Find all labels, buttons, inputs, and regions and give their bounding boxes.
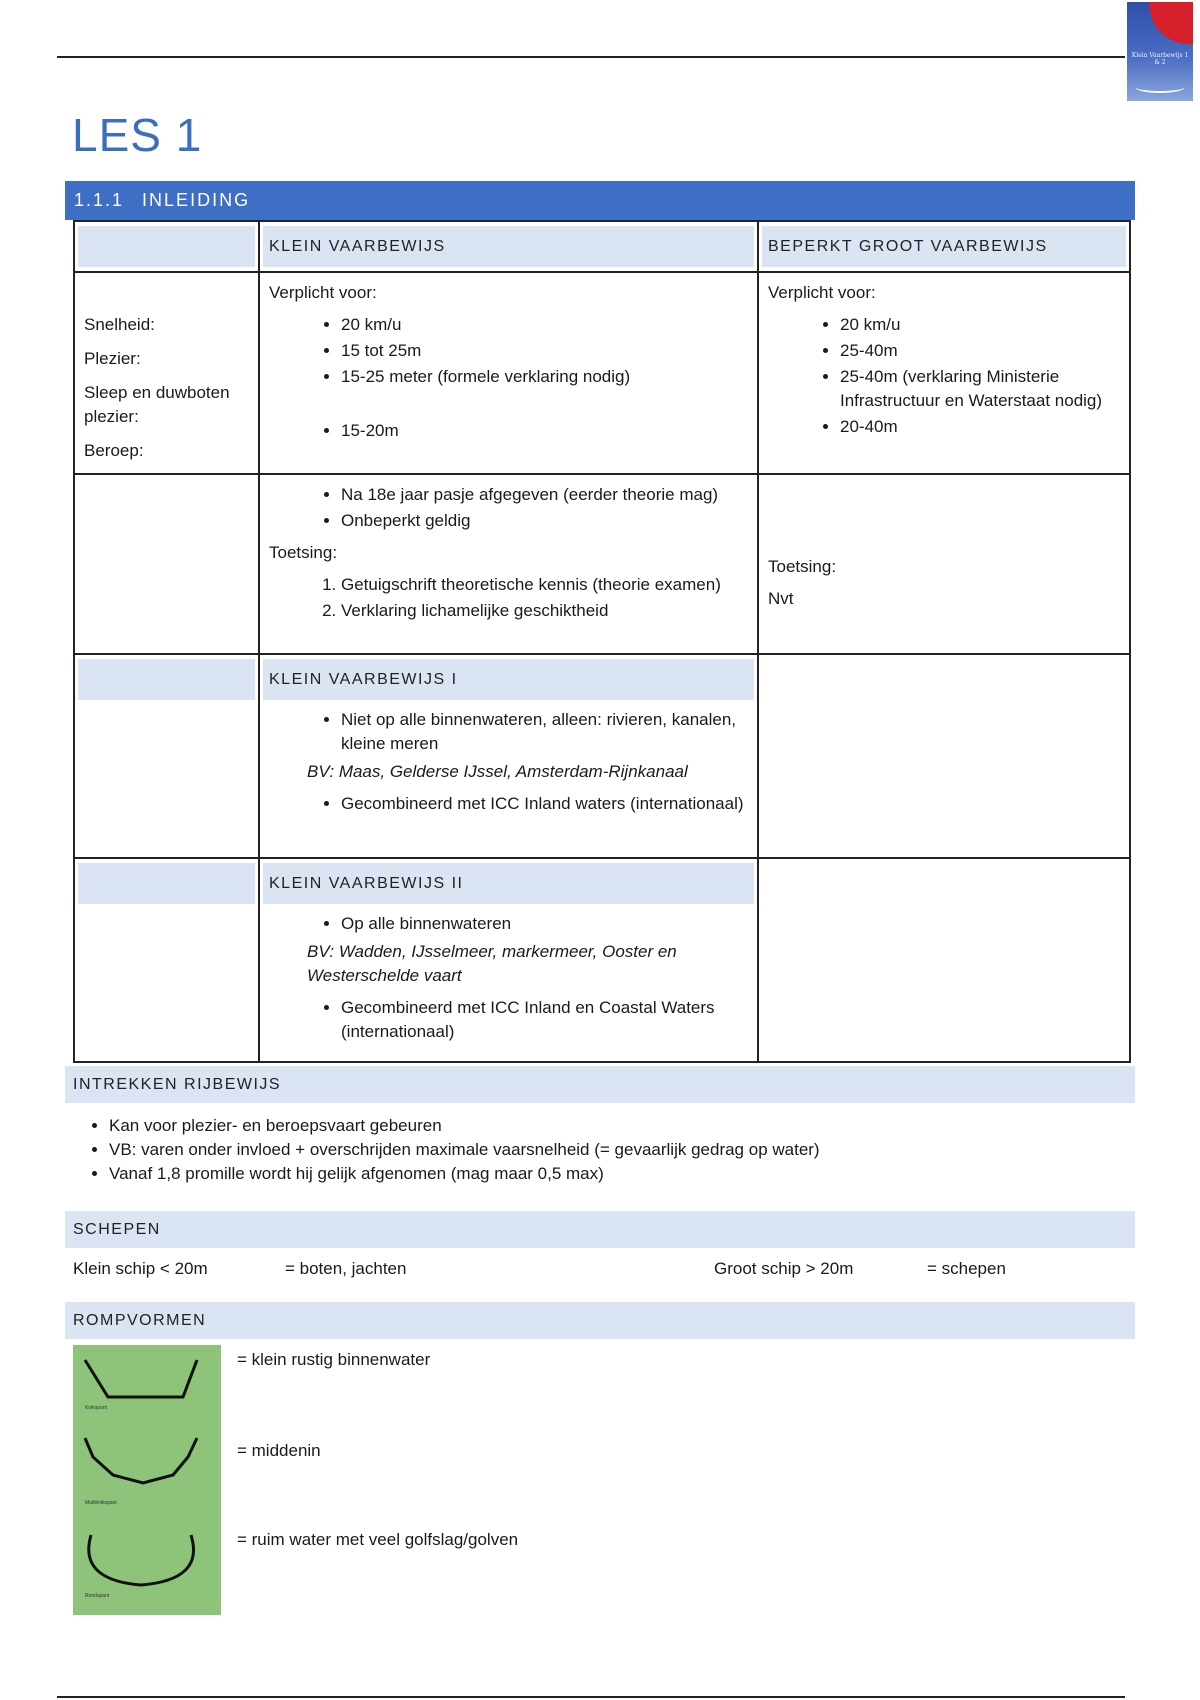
list-item: • 25-40m [840,339,1119,363]
row-label: Plezier: [84,349,141,368]
list-item: 1. Getuigschrift theoretische kennis (theorie examen) [341,573,747,597]
table-row [74,272,1130,474]
row-label: Beroep: [84,441,144,460]
groot-schip-label: Groot schip > 20m [714,1259,854,1278]
table-row [74,858,1130,1062]
table-header-row [74,221,1130,272]
hull-shapes-image [73,1345,221,1615]
list-item: • VB: varen onder invloed + overschrijden maximale vaarsnelheid (= gevaarlijk gedrag op water) [109,1138,820,1162]
klein-intro: Verplicht voor: [269,283,377,302]
flag-icon [1149,2,1193,44]
header-groot: BEPERKT GROOT VAARBEWIJS [762,226,1126,267]
multiknikspant-hull-icon [85,1438,197,1483]
schepen-heading: SCHEPEN [65,1211,1135,1248]
klein-requirements-cell [259,272,758,474]
hull-caption: Multiknikspant [85,1500,117,1506]
header-blank-cell [74,221,259,272]
kv1-label-cell [74,654,259,858]
groot-requirements-cell [758,272,1130,474]
section-heading [65,181,1135,220]
toetsing-value: Nvt [768,589,794,608]
kv2-cell [259,858,758,1062]
row-labels-cell [74,272,259,474]
list-item: • 25-40m (verklaring Ministerie Infrastructuur en Waterstaat nodig) [840,365,1119,413]
header-groot-cell [758,221,1130,272]
list-item: • 15 tot 25m [341,339,747,363]
intrekken-list [73,1114,820,1186]
klein-schip-label: Klein schip < 20m [73,1259,208,1278]
section-title: INLEIDING [142,190,251,210]
logo-text: Klein Vaarbewijs 1 & 2 [1131,52,1189,66]
klein-toetsing-cell [259,474,758,654]
hull-caption: Rondspant [85,1593,110,1599]
kv2-label-cell [74,858,259,1062]
list-item: • 15-25 meter (formele verklaring nodig) [341,365,747,389]
groot-intro: Verplicht voor: [768,283,876,302]
comparison-table [73,220,1131,1063]
groot-schip-value: = schepen [927,1259,1006,1278]
table-row [74,474,1130,654]
list-item: • Op alle binnenwateren [341,912,747,936]
kv2-header: KLEIN VAARBEWIJS II [263,863,754,904]
groot-toetsing-cell [758,474,1130,654]
list-item: • Onbeperkt geldig [341,509,747,533]
list-item: • Na 18e jaar pasje afgegeven (eerder theorie mag) [341,483,747,507]
list-item: • Kan voor plezier- en beroepsvaart gebeuren [109,1114,820,1138]
kv1-cell [259,654,758,858]
header-rule [57,56,1125,58]
kv1-example: BV: Maas, Gelderse IJssel, Amsterdam-Rijnkanaal [307,762,688,781]
section-number: 1.1.1 [74,190,125,210]
rompvormen-heading: ROMPVORMEN [65,1302,1135,1339]
klein-schip-value: = boten, jachten [285,1259,407,1278]
footer-rule [57,1696,1125,1698]
header-klein: KLEIN VAARBEWIJS [263,226,754,267]
empty-cell [758,858,1130,1062]
page-title: LES 1 [72,109,203,161]
row-label: Snelheid: [84,315,155,334]
header-klein-cell [259,221,758,272]
list-item: • Gecombineerd met ICC Inland waters (internationaal) [341,792,747,816]
logo [1127,2,1193,101]
toetsing-label: Toetsing: [269,543,338,562]
kv1-header: KLEIN VAARBEWIJS I [263,659,754,700]
list-item: • 15-20m [341,419,747,443]
list-item: • Vanaf 1,8 promille wordt hij gelijk afgenomen (mag maar 0,5 max) [109,1162,820,1186]
row-label: Sleep en duwboten plezier: [84,383,230,426]
empty-cell [74,474,259,654]
list-item: • Niet op alle binnenwateren, alleen: rivieren, kanalen, kleine meren [341,708,747,756]
hull-description: = klein rustig binnenwater [237,1350,431,1369]
list-item: • Gecombineerd met ICC Inland en Coastal Waters (internationaal) [341,996,747,1044]
list-item: 2. Verklaring lichamelijke geschiktheid [341,599,747,623]
rondspant-hull-icon [89,1535,194,1585]
knikspant-hull-icon [85,1360,197,1397]
hull-caption: Knikspant [85,1405,107,1411]
hull-shapes-svg [73,1345,221,1615]
intrekken-heading: INTREKKEN RIJBEWIJS [65,1066,1135,1103]
wave-icon [1135,81,1185,93]
hull-description: = ruim water met veel golfslag/golven [237,1530,519,1549]
table-row [74,654,1130,858]
list-item: • 20-40m [840,415,1119,439]
kv2-example: BV: Wadden, IJsselmeer, markermeer, Ooster en Westerschelde vaart [307,942,677,985]
empty-cell [758,654,1130,858]
toetsing-label: Toetsing: [768,557,837,576]
list-item: • 20 km/u [840,313,1119,337]
list-item: • 20 km/u [341,313,747,337]
hull-description: = middenin [237,1441,321,1460]
